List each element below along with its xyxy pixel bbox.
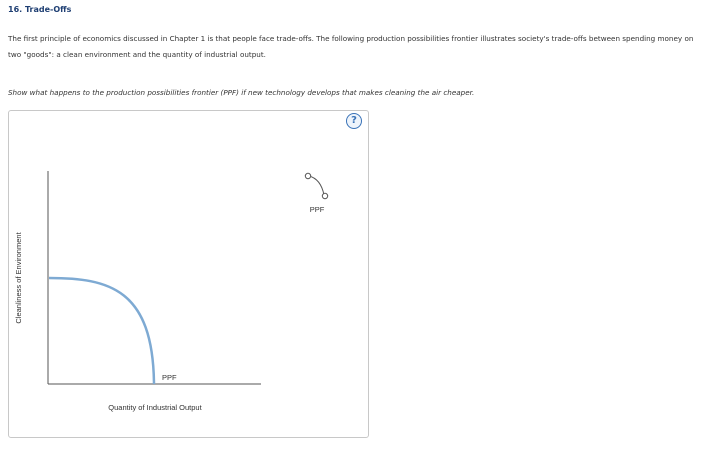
help-icon[interactable]: ? <box>346 113 362 129</box>
graph-panel <box>8 110 369 438</box>
y-axis-label: Cleanliness of Environment <box>14 232 23 324</box>
ppf-tool-end-handle[interactable] <box>322 193 327 198</box>
ppf-drawing-tool[interactable] <box>305 173 327 214</box>
ppf-tool-start-handle[interactable] <box>305 173 310 178</box>
question-intro: The first principle of economics discussed in Chapter 1 is that people face trade-offs. The following production possibilities frontier illustrates society's trade-offs between spending money on two "goods": a clean environment and the quantity of industrial output. <box>8 34 694 59</box>
ppf-curve-label: PPF <box>162 373 177 382</box>
question-title: 16. Trade-Offs <box>8 5 72 14</box>
x-axis-label: Quantity of Industrial Output <box>108 403 202 412</box>
ppf-tool-curve[interactable] <box>309 176 324 195</box>
question-instruction: Show what happens to the production possibilities frontier (PPF) if new technology develops that makes cleaning the air cheaper. <box>8 88 475 97</box>
ppf-tool-label[interactable]: PPF <box>309 205 325 214</box>
ppf-graph[interactable] <box>9 111 368 437</box>
ppf-curve[interactable] <box>49 278 154 384</box>
